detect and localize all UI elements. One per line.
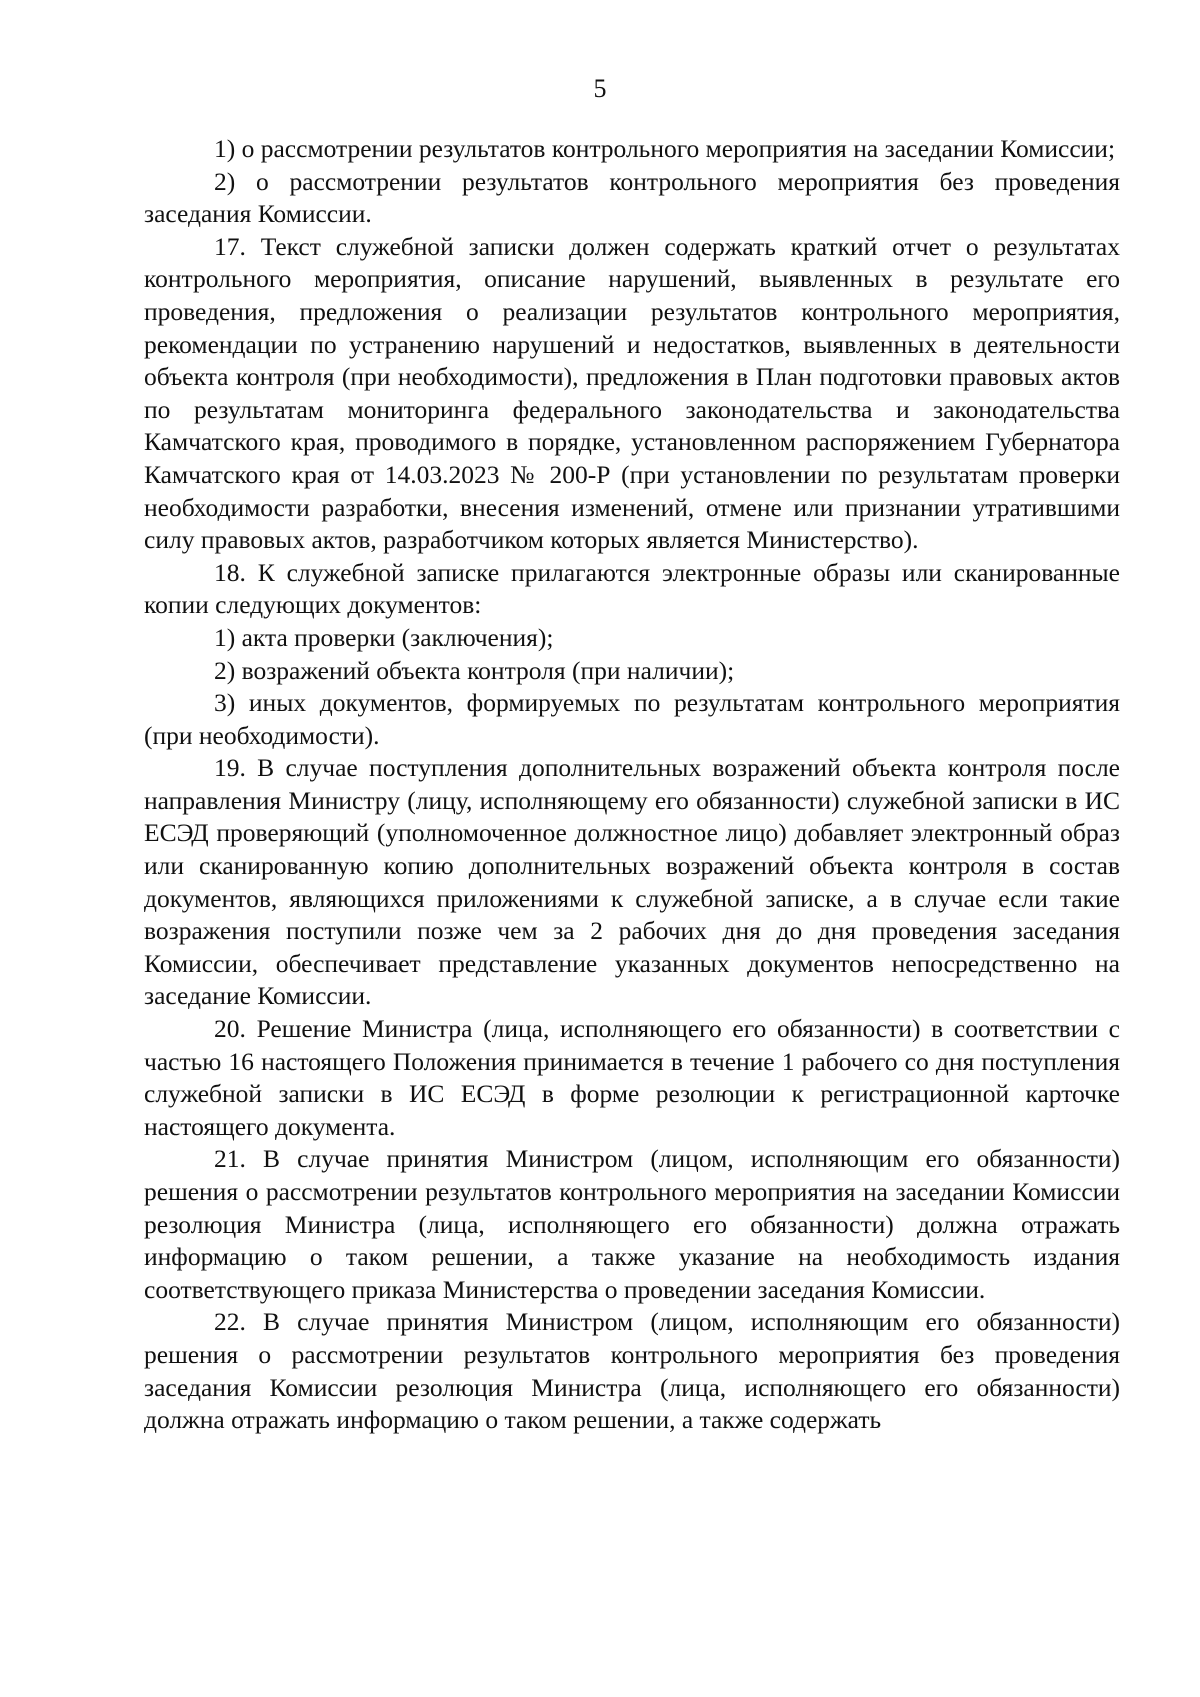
clause-22: 22. В случае принятия Министром (лицом, исполняющим его обязанности) решения о рассмотрении результатов контрольного мероприятия без проведения заседания Комиссии резолюция Министра (лица, исполняющего его обязанности) должна отражать информацию о таком решении, а также содержать <box>144 1307 1120 1435</box>
list-item-document-2: 2) возражений объекта контроля (при наличии); <box>214 655 735 685</box>
list-item-document-1: 1) акта проверки (заключения); <box>214 622 554 652</box>
list-item-option-2: 2) о рассмотрении результатов контрольного мероприятия без проведения заседания Комиссии. <box>144 166 1120 229</box>
clause-18: 18. К служебной записке прилагаются электронные образы или сканированные копии следующих документов: <box>144 557 1120 620</box>
clause-17: 17. Текст служебной записки должен содержать краткий отчет о результатах контрольного мероприятия, описание нарушений, выявленных в результате его проведения, предложения о реализации результатов контрольного мероприятия, рекомендации по устранению нарушений и недостатков, выявленных в деятельности объекта контроля (при необходимости), предложения в План подготовки правовых актов по результатам мониторинга федерального законодательства и законодательства Камчатского края, проводимого в порядке, установленном распоряжением Губернатора Камчатского края от 14.03.2023 № 200-Р (при установлении по результатам проверки необходимости разработки, внесения изменений, отмене или признании утратившими силу правовых актов, разработчиком которых является Министерство). <box>144 231 1120 555</box>
clause-20: 20. Решение Министра (лица, исполняющего его обязанности) в соответствии с частью 16 настоящего Положения принимается в течение 1 рабочего со дня поступления служебной записки в ИС ЕСЭД в форме резолюции к регистрационной карточке настоящего документа. <box>144 1014 1120 1141</box>
clause-21: 21. В случае принятия Министром (лицом, исполняющим его обязанности) решения о рассмотрении результатов контрольного мероприятия на заседании Комиссии резолюция Министра (лица, исполняющего его обязанности) должна отражать информацию о таком решении, а также указание на необходимость издания соответствующего приказа Министерства о проведении заседания Комиссии. <box>144 1144 1120 1304</box>
clause-19: 19. В случае поступления дополнительных возражений объекта контроля после направления Министру (лицу, исполняющему его обязанности) служебной записки в ИС ЕСЭД проверяющий (уполномоченное должностное лицо) добавляет электронный образ или сканированную копию дополнительных возражений объекта контроля в состав документов, являющихся приложениями к служебной записке, а в случае если такие возражения поступили позже чем за 2 рабочих дня до дня проведения заседания Комиссии, обеспечивает представление указанных документов непосредственно на заседание Комиссии. <box>144 753 1120 1011</box>
document-body <box>144 133 1120 1437</box>
list-item-option-1: 1) о рассмотрении результатов контрольного мероприятия на заседании Комиссии; <box>214 134 1116 163</box>
list-item-document-3: 3) иных документов, формируемых по результатам контрольного мероприятия (при необходимости). <box>144 688 1120 750</box>
page-number: 5 <box>593 74 607 103</box>
